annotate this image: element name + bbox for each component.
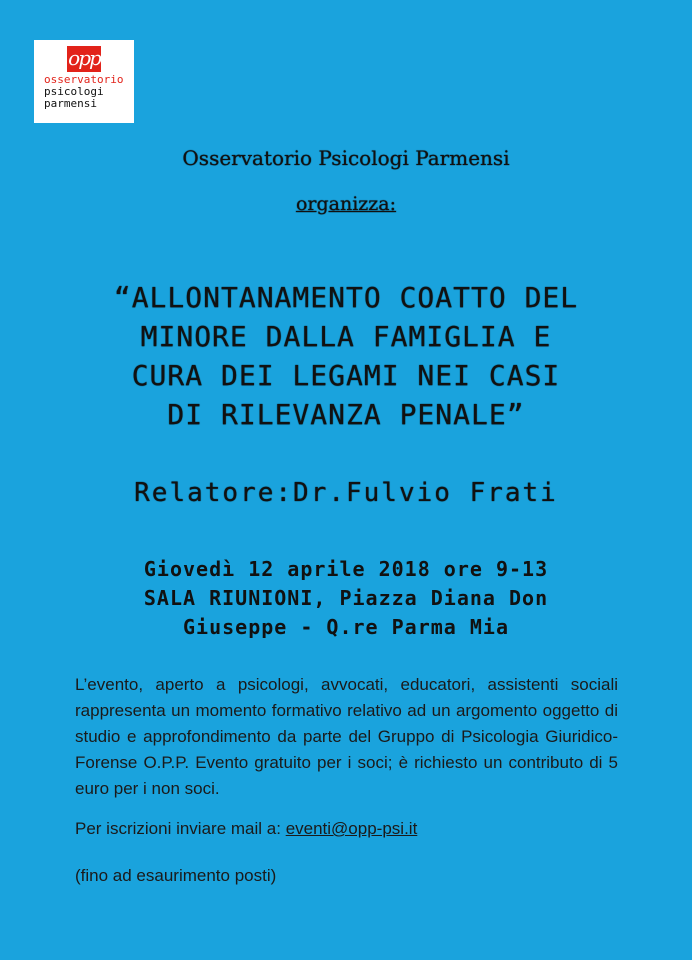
logo-line-1: osservatorio [44, 73, 124, 86]
speaker: Relatore:Dr.Fulvio Frati [134, 478, 558, 508]
organizes-label: organizza: [295, 193, 397, 215]
event-venue: SALA RIUNIONI, Piazza Diana Don [143, 586, 549, 610]
event-date: Giovedì 12 aprile 2018 ore 9-13 [143, 557, 549, 581]
title-line: “ALLONTANAMENTO COATTO DEL [113, 281, 579, 314]
event-venue-cont: Giuseppe - Q.re Parma Mia [182, 615, 510, 639]
contact-label: Per iscrizioni inviare mail a: [75, 819, 286, 838]
title-line: MINORE DALLA FAMIGLIA E [140, 320, 552, 353]
availability-note: (fino ad esaurimento posti) [75, 866, 277, 885]
logo-line-2: psicologi [44, 85, 104, 98]
logo-text [44, 74, 128, 110]
logo-mark: opp [68, 46, 100, 70]
title-line: DI RILEVANZA PENALE” [167, 398, 525, 431]
event-details [40, 555, 652, 642]
logo-line-3: parmensi [44, 97, 97, 110]
contact-email-link[interactable]: eventi@opp-psi.it [285, 819, 418, 838]
organization-name: Osservatorio Psicologi Parmensi [182, 146, 510, 170]
event-description: L’evento, aperto a psicologi, avvocati, educatori, assistenti sociali rappresenta un momento formativo relativo ad un argomento oggetto di studio e approfondimento da parte del Gruppo di Psicologia Giuridico-Forense O.P.P. Evento gratuito per i soci; è richiesto un contributo di 5 euro per i non soci. [75, 675, 618, 798]
event-title [40, 278, 652, 434]
title-line: CURA DEI LEGAMI NEI CASI [131, 359, 561, 392]
opp-logo [34, 40, 134, 123]
contact-line [75, 819, 417, 839]
